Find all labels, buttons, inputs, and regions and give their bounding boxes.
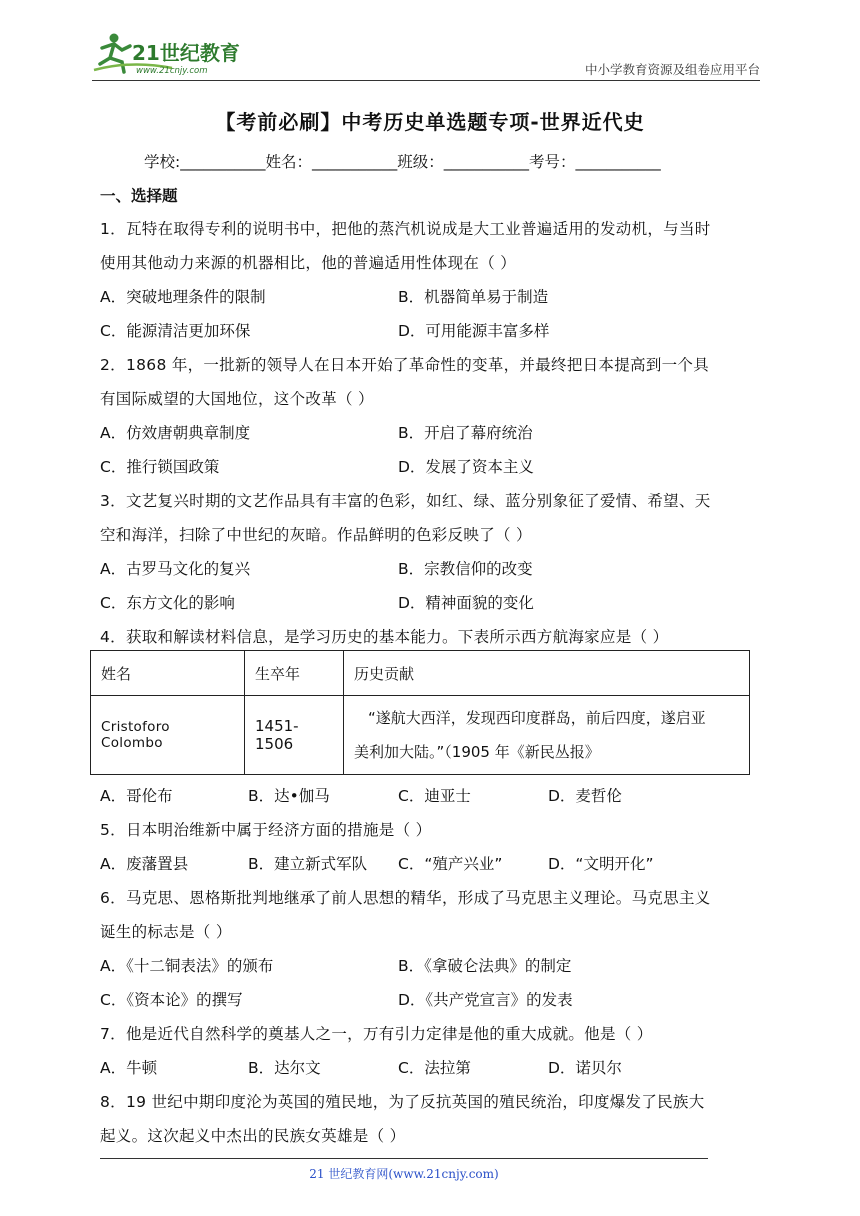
logo-url: www.21cnjy.com — [136, 66, 208, 76]
page-header — [92, 30, 760, 82]
q3-option-b[interactable]: B．宗教信仰的改变 — [398, 560, 533, 578]
contribution-line2: 美利加大陆。”（1905 年《新民丛报》 — [354, 743, 600, 761]
q4-option-b[interactable]: B．达•伽马 — [248, 787, 330, 805]
table-row — [91, 696, 750, 775]
q3-option-c[interactable]: C．东方文化的影响 — [100, 594, 235, 612]
q1-option-c[interactable]: C．能源清洁更加环保 — [100, 322, 251, 340]
footer-text[interactable]: 21 世纪教育网(www.21cnjy.com) — [309, 1167, 499, 1181]
q5-option-d[interactable]: D．“文明开化” — [548, 855, 654, 873]
q3-stem-line2: 空和海洋，扫除了中世纪的灰暗。作品鲜明的色彩反映了（ ） — [100, 526, 532, 544]
q6-option-b[interactable]: B．《拿破仑法典》的制定 — [398, 957, 572, 975]
logo-text: 21世纪教育 — [132, 41, 240, 65]
page-title: 【考前必刷】中考历史单选题专项-世界近代史 — [215, 110, 645, 134]
section-heading: 一、选择题 — [100, 187, 178, 205]
table-cell-contribution — [344, 696, 750, 775]
q4-stem-line1: 4．获取和解读材料信息，是学习历史的基本能力。下表所示西方航海家应是（ ） — [100, 628, 669, 646]
q2-stem-line2: 有国际威望的大国地位，这个改革（ ） — [100, 390, 374, 408]
q1-option-a[interactable]: A．突破地理条件的限制 — [100, 288, 266, 306]
q2-option-a[interactable]: A．仿效唐朝典章制度 — [100, 424, 251, 442]
q4-option-c[interactable]: C．迪亚士 — [398, 787, 471, 805]
q6-stem-line1: 6．马克思、恩格斯批判地继承了前人思想的精华，形成了马克思主义理论。马克思主义 — [100, 889, 711, 907]
table-header-row — [91, 651, 750, 696]
table-cell-name: Cristoforo Colombo — [91, 696, 245, 775]
q5-stem-line1: 5．日本明治维新中属于经济方面的措施是（ ） — [100, 821, 432, 839]
runner-logo-icon — [92, 30, 262, 78]
q2-stem-line1: 2．1868 年，一批新的领导人在日本开始了革命性的变革，并最终把日本提高到一个具 — [100, 356, 710, 374]
q6-option-c[interactable]: C．《资本论》的撰写 — [100, 991, 243, 1009]
q3-option-d[interactable]: D．精神面貌的变化 — [398, 594, 534, 612]
q8-stem-line1: 8．19 世纪中期印度沦为英国的殖民地，为了反抗英国的殖民统治，印度爆发了民族大 — [100, 1093, 705, 1111]
q1-option-b[interactable]: B．机器简单易于制造 — [398, 288, 549, 306]
q4-option-a[interactable]: A．哥伦布 — [100, 787, 173, 805]
table-header-years: 生卒年 — [245, 651, 344, 696]
footer-divider — [100, 1158, 708, 1159]
q5-option-a[interactable]: A．废藩置县 — [100, 855, 189, 873]
table-cell-years: 1451-1506 — [245, 696, 344, 775]
q3-stem-line1: 3．文艺复兴时期的文艺作品具有丰富的色彩，如红、绿、蓝分别象征了爱情、希望、天 — [100, 492, 711, 510]
header-divider — [92, 80, 760, 81]
q6-option-a[interactable]: A．《十二铜表法》的颁布 — [100, 957, 274, 975]
q8-stem-line2: 起义。这次起义中杰出的民族女英雄是（ ） — [100, 1124, 405, 1146]
navigator-table — [90, 650, 750, 775]
q1-stem-line2: 使用其他动力来源的机器相比，他的普遍适用性体现在（ ） — [100, 254, 517, 272]
q6-option-d[interactable]: D．《共产党宣言》的发表 — [398, 991, 573, 1009]
q1-stem-line1: 1．瓦特在取得专利的说明书中，把他的蒸汽机说成是大工业普遍适用的发动机，与当时 — [100, 220, 711, 238]
q7-option-a[interactable]: A．牛顿 — [100, 1059, 158, 1077]
table-header-contribution: 历史贡献 — [344, 651, 750, 696]
q7-stem-line1: 7．他是近代自然科学的奠基人之一，万有引力定律是他的重大成就。他是（ ） — [100, 1025, 653, 1043]
header-platform-text: 中小学教育资源及组卷应用平台 — [584, 62, 760, 77]
q2-option-c[interactable]: C．推行锁国政策 — [100, 458, 220, 476]
q6-stem-line2: 诞生的标志是（ ） — [100, 923, 232, 941]
site-logo — [92, 30, 262, 78]
q7-option-b[interactable]: B．达尔文 — [248, 1059, 321, 1077]
q3-option-a[interactable]: A．古罗马文化的复兴 — [100, 560, 251, 578]
q2-option-b[interactable]: B．开启了幕府统治 — [398, 424, 533, 442]
q5-option-c[interactable]: C．“殖产兴业” — [398, 855, 503, 873]
student-info-line: 学校:___________姓名：___________班级：___________考号：___________ — [144, 153, 661, 171]
q7-option-c[interactable]: C．法拉第 — [398, 1059, 471, 1077]
table-header-name: 姓名 — [91, 651, 245, 696]
q7-option-d[interactable]: D．诺贝尔 — [548, 1059, 622, 1077]
contribution-line1: “遂航大西洋，发现西印度群岛，前后四度，遂启亚 — [368, 709, 706, 727]
q4-option-d[interactable]: D．麦哲伦 — [548, 787, 622, 805]
q2-option-d[interactable]: D．发展了资本主义 — [398, 458, 534, 476]
q5-option-b[interactable]: B．建立新式军队 — [248, 855, 368, 873]
q1-option-d[interactable]: D．可用能源丰富多样 — [398, 322, 550, 340]
